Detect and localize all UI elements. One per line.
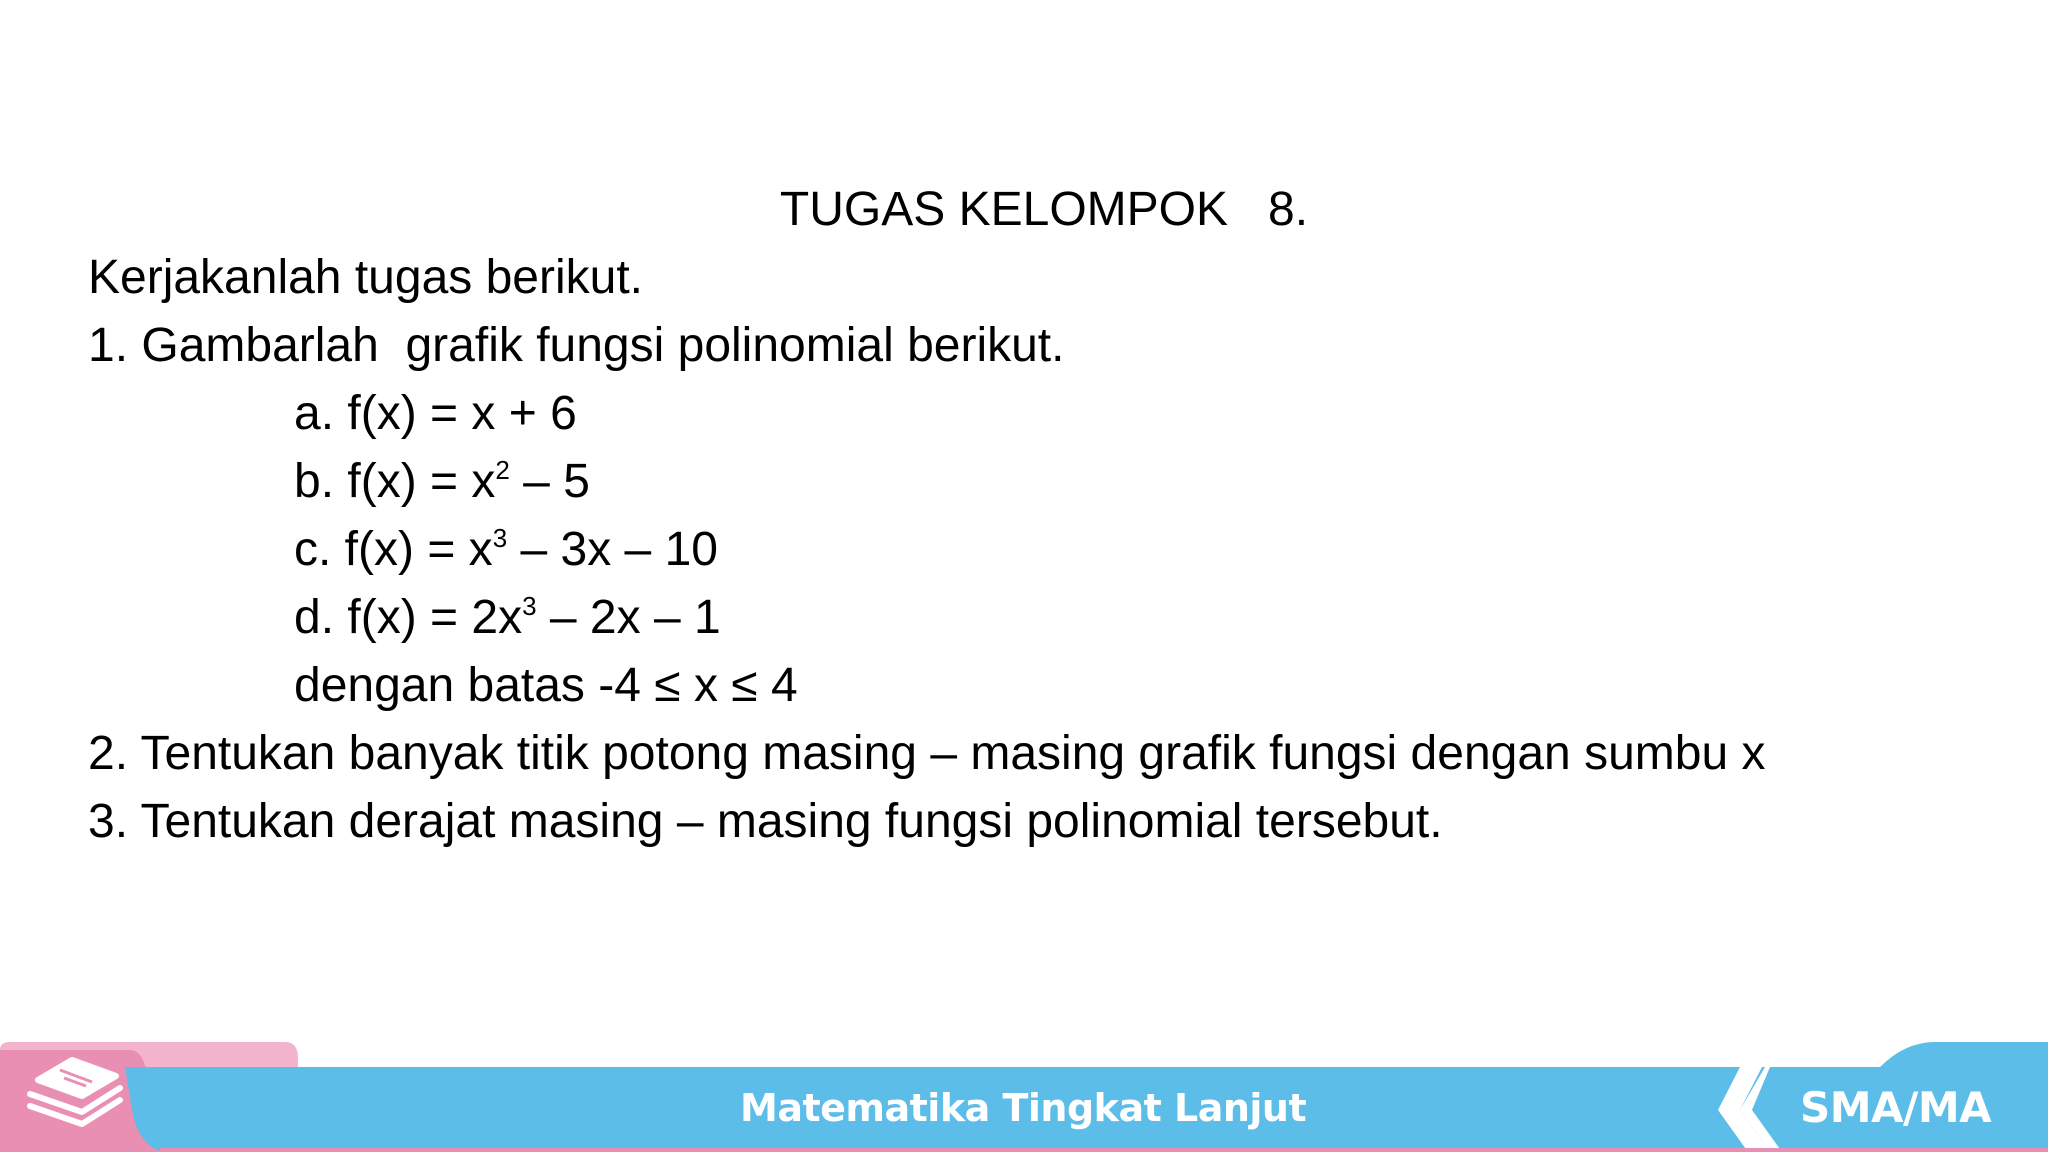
instruction-text: Kerjakanlah tugas berikut. (88, 251, 643, 304)
exponent: 3 (522, 591, 537, 621)
question-3: 3. Tentukan derajat masing – masing fungsi polinomial tersebut. (88, 795, 1443, 848)
function-item-a: a. f(x) = x + 6 (294, 387, 577, 440)
exponent: 2 (495, 455, 510, 485)
footer-level-label: SMA/MA (1800, 1083, 1992, 1132)
slide-title: TUGAS KELOMPOK 8. (779, 183, 1309, 236)
domain-note: dengan batas -4 ≤ x ≤ 4 (294, 659, 798, 712)
book-stack-icon (20, 1054, 130, 1134)
question-2: 2. Tentukan banyak titik potong masing – masing grafik fungsi dengan sumbu x (88, 727, 1766, 780)
function-item-b: b. $f(x) = x^2 - 5$ (294, 455, 590, 508)
exponent: 3 (492, 523, 508, 553)
question-1: 1. Gambarlah grafik fungsi polinomial berikut. (88, 319, 1065, 372)
function-item-c: c. $f(x) = x^3 - 3x - 10$ (294, 523, 718, 576)
footer-book-title: Matematika Tingkat Lanjut (740, 1086, 1307, 1130)
function-item-d: d. $f(x) = 2x^3 - 2x - 1$ (294, 591, 721, 644)
